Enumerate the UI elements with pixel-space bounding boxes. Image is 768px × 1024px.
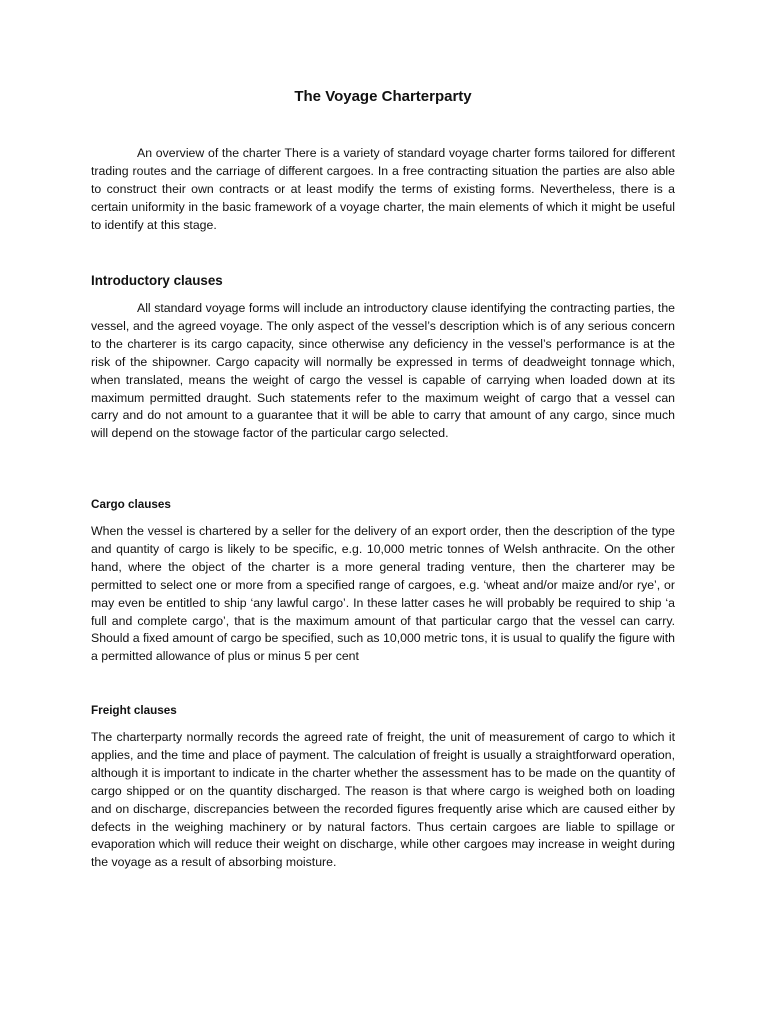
section-paragraph-cargo-clauses: When the vessel is chartered by a seller for the delivery of an export order, then the description of the type and quantity of cargo is likely to be specific, e.g. 10,000 metric tonnes of Welsh anthracite. On the other hand, where the object of the charter is a more general trading venture, then the charterer may be permitted to select one or more from a specified range of cargoes, e.g. ‘wheat and/or maize and/or rye’, or may even be entitled to ship ‘any lawful cargo’. In these latter cases he will probably be required to ship ‘a full and complete cargo’, that is the maximum amount of that particular cargo that the vessel can carry. Should a fixed amount of cargo be specified, such as 10,000 metric tons, it is usual to qualify the figure with a permitted allowance of plus or minus 5 per cent <box>91 524 675 664</box>
section-paragraph-freight-clauses: The charterparty normally records the agreed rate of freight, the unit of measurement of cargo to which it applies, and the time and place of payment. The calculation of freight is usually a straightforward operation, although it is important to indicate in the charter whether the assessment has to be made on the quantity of cargo shipped or on the quantity discharged. The reason is that where cargo is weighed both on loading and on discharge, discrepancies between the recorded figures frequently arise which are caused either by defects in the weighing machinery or by natural factors. Thus certain cargoes are liable to spillage or evaporation which will reduce their weight on discharge, while other cargoes may increase in weight during the voyage as a result of absorbing moisture. <box>91 730 675 870</box>
intro-paragraph: An overview of the charter There is a variety of standard voyage charter forms tailored for different trading routes and the carriage of different cargoes. In a free contracting situation the parties are also able to construct their own contracts or at least modify the terms of existing forms. Nevertheless, there is a certain uniformity in the basic framework of a voyage charter, the main elements of which it might be useful to identify at this stage. <box>91 146 675 232</box>
section-paragraph-introductory-clauses: All standard voyage forms will include an introductory clause identifying the contracting parties, the vessel, and the agreed voyage. The only aspect of the vessel’s description which is of any serious concern to the charterer is its cargo capacity, since otherwise any deficiency in the vessel’s performance is at the risk of the shipowner. Cargo capacity will normally be expressed in terms of deadweight tonnage which, when translated, means the weight of cargo the vessel is capable of carrying when loaded down at its maximum permitted draught. Such statements refer to the maximum weight of cargo that a vessel can carry and do not amount to a guarantee that it will be able to carry that amount of any cargo, since much will depend on the stowage factor of the particular cargo selected. <box>91 301 675 441</box>
section-heading-freight-clauses: Freight clauses <box>91 704 177 717</box>
section-heading-cargo-clauses: Cargo clauses <box>91 498 171 511</box>
document-title: The Voyage Charterparty <box>294 88 472 105</box>
section-heading-introductory-clauses: Introductory clauses <box>91 273 223 288</box>
